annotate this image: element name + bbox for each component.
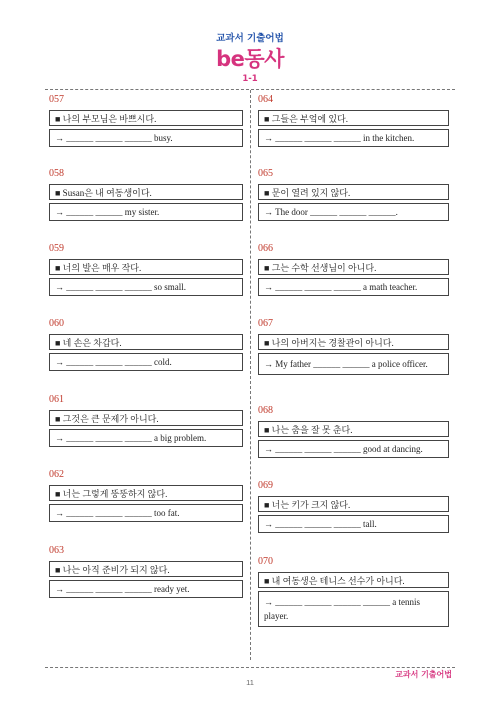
exercise-060 (49, 318, 243, 371)
exercise-number: 064 (258, 94, 273, 105)
exercise-number: 063 (49, 545, 64, 556)
exercise-number: 067 (258, 318, 273, 329)
answer-line: → ______ ______ ______ cold. (49, 353, 243, 371)
answer-line: → ______ ______ ______ tall. (258, 515, 449, 533)
exercise-number: 059 (49, 243, 64, 254)
page-title: be동사 (216, 47, 284, 71)
exercise-064 (258, 94, 449, 147)
korean-sentence: ■ 너는 그렇게 뚱뚱하지 않다. (49, 485, 243, 501)
answer-line: → ______ ______ ______ too fat. (49, 504, 243, 522)
answer-line: → ______ ______ ______ a big problem. (49, 429, 243, 447)
korean-sentence: ■ 나는 아직 준비가 되지 않다. (49, 561, 243, 577)
exercise-number: 057 (49, 94, 64, 105)
exercise-065 (258, 168, 449, 221)
korean-sentence: ■ 그는 수학 선생님이 아니다. (258, 259, 449, 275)
answer-line: → ______ ______ ______ good at dancing. (258, 440, 449, 458)
column-divider (250, 90, 251, 660)
bottom-divider (45, 667, 455, 668)
korean-sentence: ■ Susan은 내 여동생이다. (49, 184, 243, 200)
answer-line: → ______ ______ ______ in the kitchen. (258, 129, 449, 147)
korean-sentence: ■ 나는 춤을 잘 못 춘다. (258, 421, 449, 437)
answer-line: → The door ______ ______ ______. (258, 203, 449, 221)
korean-sentence: ■ 너의 발은 매우 작다. (49, 259, 243, 275)
answer-line: → ______ ______ ______ busy. (49, 129, 243, 147)
answer-line: → ______ ______ ______ ______ a tennis player. (258, 591, 449, 627)
exercise-number: 062 (49, 469, 64, 480)
exercise-063 (49, 545, 243, 598)
exercise-number: 066 (258, 243, 273, 254)
answer-line: → ______ ______ ______ a math teacher. (258, 278, 449, 296)
exercise-number: 060 (49, 318, 64, 329)
exercise-number: 058 (49, 168, 64, 179)
exercise-number: 068 (258, 405, 273, 416)
exercise-062 (49, 469, 243, 522)
page-number: 11 (246, 678, 254, 687)
korean-sentence: ■ 너는 키가 크지 않다. (258, 496, 449, 512)
answer-line: → My father ______ ______ a police officer. (258, 353, 449, 375)
korean-sentence: ■ 나의 부모님은 바쁘시다. (49, 110, 243, 126)
korean-sentence: ■ 그것은 큰 문제가 아니다. (49, 410, 243, 426)
exercise-number: 069 (258, 480, 273, 491)
exercise-061 (49, 394, 243, 447)
exercise-068 (258, 405, 449, 458)
section-label: 1-1 (242, 74, 258, 84)
exercise-number: 061 (49, 394, 64, 405)
series-title: 교과서 기출어법 (216, 33, 284, 44)
exercise-069 (258, 480, 449, 533)
answer-line: → ______ ______ my sister. (49, 203, 243, 221)
korean-sentence: ■ 나의 아버지는 경찰관이 아니다. (258, 334, 449, 350)
exercise-070 (258, 556, 449, 627)
exercise-057 (49, 94, 243, 147)
footer-brand: 교과서 기출어법 (395, 670, 452, 679)
answer-line: → ______ ______ ______ so small. (49, 278, 243, 296)
exercise-059 (49, 243, 243, 296)
exercise-number: 070 (258, 556, 273, 567)
korean-sentence: ■ 내 여동생은 테니스 선수가 아니다. (258, 572, 449, 588)
answer-line: → ______ ______ ______ ready yet. (49, 580, 243, 598)
exercise-066 (258, 243, 449, 296)
exercise-067 (258, 318, 449, 375)
exercise-058 (49, 168, 243, 221)
korean-sentence: ■ 문이 열려 있지 않다. (258, 184, 449, 200)
korean-sentence: ■ 그들은 부엌에 있다. (258, 110, 449, 126)
exercise-number: 065 (258, 168, 273, 179)
korean-sentence: ■ 네 손은 차갑다. (49, 334, 243, 350)
